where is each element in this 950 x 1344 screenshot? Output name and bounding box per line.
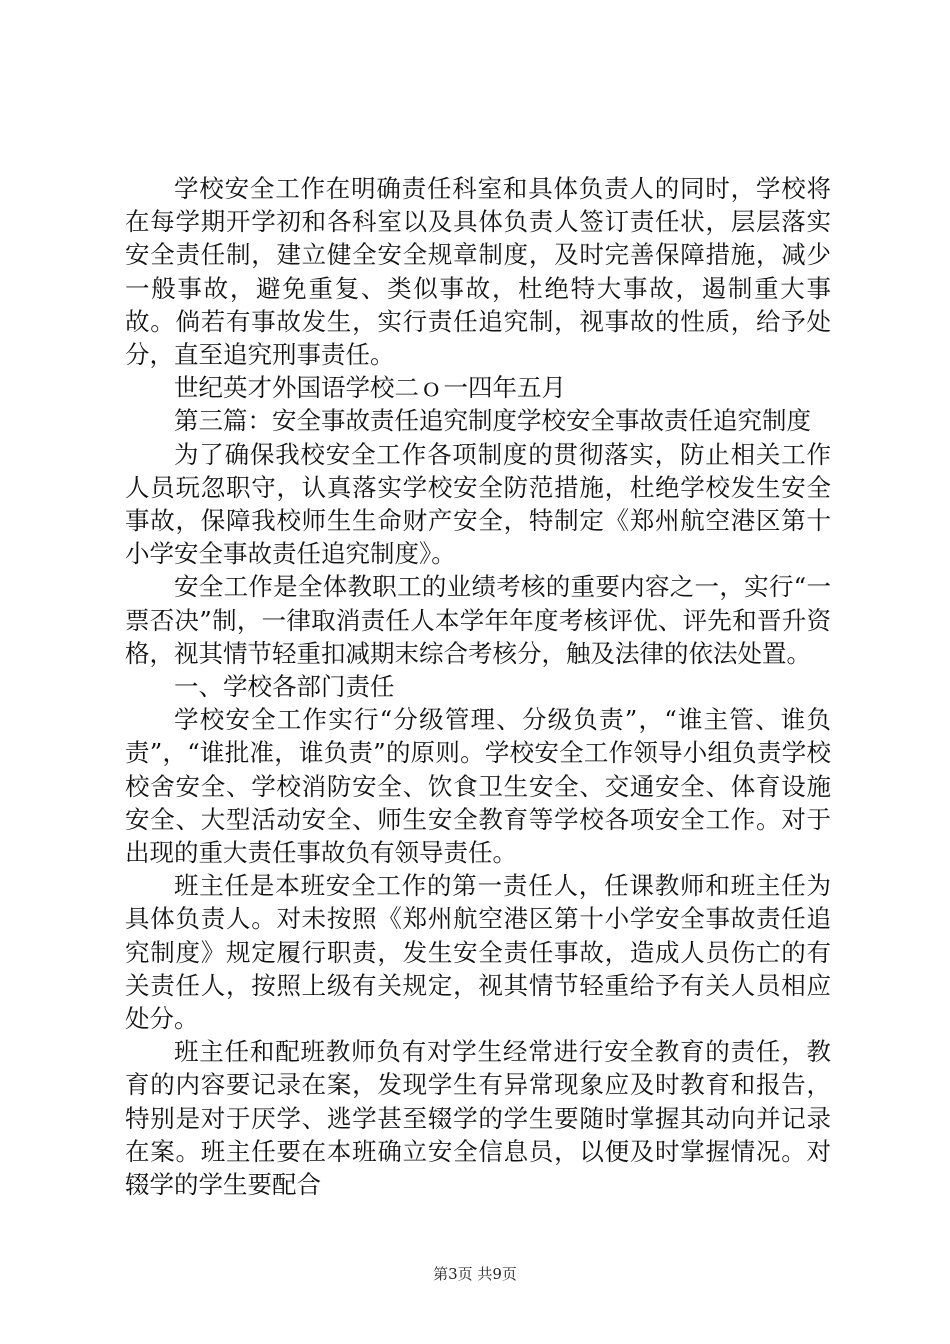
signature-line: 世纪英才外国语学校二ｏ一四年五月 bbox=[174, 373, 566, 403]
paragraph-responsibility-contract: 学校安全工作在明确责任科室和具体负责人的同时，学校将在每学期开学初和各科室以及具体负责人签订责任状，层层落实安全责任制，建立健全安全规章制度，及时完善保障措施，减少一般事故，避免重复、类似事故，杜绝特大事故，遏制重大事故。倘若有事故发生，实行责任追究制，视事故的性质，给予处分，直至追究刑事责任。 bbox=[125, 174, 831, 370]
paragraph-purpose: 为了确保我校安全工作各项制度的贯彻落实，防止相关工作人员玩忽职守，认真落实学校安全防范措施，杜绝学校发生安全事故，保障我校师生生命财产安全，特制定《郑州航空港区第十小学安全事故责任追究制度》。 bbox=[125, 439, 831, 569]
paragraph-safety-education: 班主任和配班教师负有对学生经常进行安全教育的责任，教育的内容要记录在案，发现学生有异常现象应及时教育和报告，特别是对于厌学、逃学甚至辍学的学生要随时掌握其动向并记录在案。班主任要在本班确立安全信息员，以便及时掌握情况。对辍学的学生要配合 bbox=[125, 1037, 831, 1200]
section-title-third: 第三篇：安全事故责任追究制度学校安全事故责任追究制度 bbox=[174, 406, 811, 436]
paragraph-class-teacher: 班主任是本班安全工作的第一责任人，任课教师和班主任为具体负责人。对未按照《郑州航空港区第十小学安全事故责任追究制度》规定履行职责，发生安全责任事故，造成人员伤亡的有关责任人，按照上级有关规定，视其情节轻重给予有关人员相应处分。 bbox=[125, 871, 831, 1034]
heading-department-responsibility: 一、学校各部门责任 bbox=[174, 672, 395, 702]
paragraph-assessment: 安全工作是全体教职工的业绩考核的重要内容之一，实行“一票否决”制，一律取消责任人本学年年度考核评优、评先和晋升资格，视其情节轻重扣减期末综合考核分，触及法律的依法处置。 bbox=[125, 572, 831, 668]
paragraph-graded-management: 学校安全工作实行“分级管理、分级负责”，“谁主管、谁负责”，“谁批准，谁负责”的原则。学校安全工作领导小组负责学校校舍安全、学校消防安全、饮食卫生安全、交通安全、体育设施安全、大型活动安全、师生安全教育等学校各项安全工作。对于出现的重大责任事故负有领导责任。 bbox=[125, 705, 831, 868]
page-footer bbox=[0, 1263, 950, 1284]
document-body bbox=[125, 172, 831, 1201]
page-number: 第3页 共9页 bbox=[433, 1265, 517, 1283]
